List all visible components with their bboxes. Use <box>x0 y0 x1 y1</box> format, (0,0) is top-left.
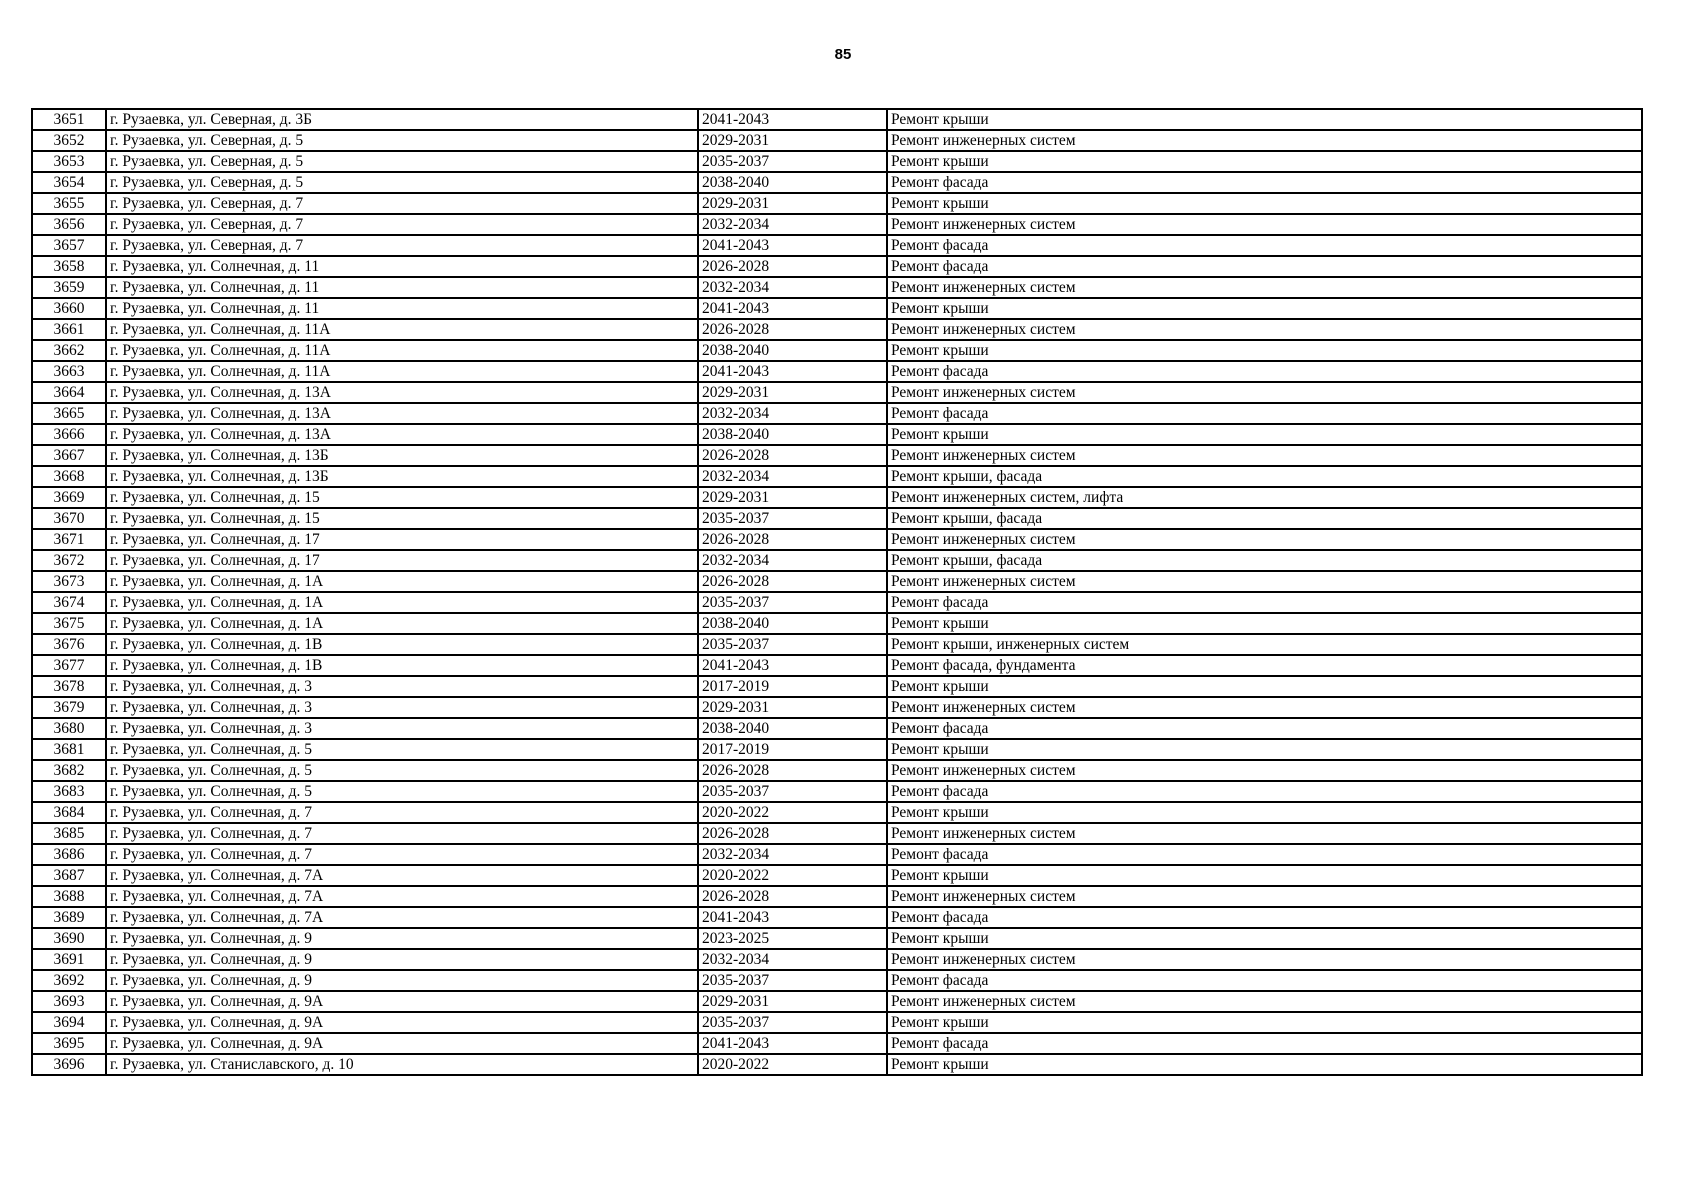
address-cell: г. Рузаевка, ул. Солнечная, д. 13А <box>106 424 698 445</box>
period-cell: 2041-2043 <box>698 361 887 382</box>
page-number: 85 <box>834 46 852 63</box>
address-cell: г. Рузаевка, ул. Станиславского, д. 10 <box>106 1054 698 1075</box>
work-type-cell: Ремонт крыши <box>887 802 1642 823</box>
row-number-cell: 3657 <box>32 235 106 256</box>
address-cell: г. Рузаевка, ул. Солнечная, д. 9 <box>106 970 698 991</box>
address-cell: г. Рузаевка, ул. Солнечная, д. 15 <box>106 508 698 529</box>
address-cell: г. Рузаевка, ул. Солнечная, д. 9А <box>106 1033 698 1054</box>
row-number-cell: 3663 <box>32 361 106 382</box>
row-number-cell: 3676 <box>32 634 106 655</box>
work-type-cell: Ремонт крыши, фасада <box>887 550 1642 571</box>
work-type-cell: Ремонт крыши, инженерных систем <box>887 634 1642 655</box>
address-cell: г. Рузаевка, ул. Солнечная, д. 13Б <box>106 445 698 466</box>
row-number-cell: 3658 <box>32 256 106 277</box>
table-row <box>32 970 1642 991</box>
work-type-cell: Ремонт крыши <box>887 424 1642 445</box>
period-cell: 2041-2043 <box>698 655 887 676</box>
work-type-cell: Ремонт фасада <box>887 1033 1642 1054</box>
work-type-cell: Ремонт крыши <box>887 928 1642 949</box>
work-type-cell: Ремонт инженерных систем <box>887 445 1642 466</box>
period-cell: 2026-2028 <box>698 256 887 277</box>
table-row <box>32 928 1642 949</box>
address-cell: г. Рузаевка, ул. Солнечная, д. 11А <box>106 319 698 340</box>
period-cell: 2026-2028 <box>698 760 887 781</box>
work-type-cell: Ремонт фасада <box>887 592 1642 613</box>
address-cell: г. Рузаевка, ул. Солнечная, д. 9А <box>106 1012 698 1033</box>
work-type-cell: Ремонт инженерных систем <box>887 886 1642 907</box>
table-row <box>32 634 1642 655</box>
address-cell: г. Рузаевка, ул. Северная, д. 5 <box>106 130 698 151</box>
period-cell: 2026-2028 <box>698 529 887 550</box>
period-cell: 2017-2019 <box>698 739 887 760</box>
row-number-cell: 3681 <box>32 739 106 760</box>
address-cell: г. Рузаевка, ул. Солнечная, д. 11 <box>106 298 698 319</box>
address-cell: г. Рузаевка, ул. Солнечная, д. 7А <box>106 907 698 928</box>
period-cell: 2029-2031 <box>698 487 887 508</box>
table-row <box>32 277 1642 298</box>
period-cell: 2041-2043 <box>698 109 887 130</box>
work-type-cell: Ремонт инженерных систем <box>887 130 1642 151</box>
address-cell: г. Рузаевка, ул. Солнечная, д. 9 <box>106 928 698 949</box>
address-cell: г. Рузаевка, ул. Солнечная, д. 7 <box>106 802 698 823</box>
period-cell: 2032-2034 <box>698 403 887 424</box>
period-cell: 2041-2043 <box>698 235 887 256</box>
table-row <box>32 193 1642 214</box>
period-cell: 2020-2022 <box>698 865 887 886</box>
table-row <box>32 655 1642 676</box>
row-number-cell: 3652 <box>32 130 106 151</box>
address-cell: г. Рузаевка, ул. Солнечная, д. 3 <box>106 697 698 718</box>
row-number-cell: 3666 <box>32 424 106 445</box>
address-cell: г. Рузаевка, ул. Солнечная, д. 13А <box>106 382 698 403</box>
work-type-cell: Ремонт инженерных систем <box>887 949 1642 970</box>
address-cell: г. Рузаевка, ул. Солнечная, д. 11А <box>106 340 698 361</box>
address-cell: г. Рузаевка, ул. Солнечная, д. 1В <box>106 655 698 676</box>
address-cell: г. Рузаевка, ул. Солнечная, д. 11А <box>106 361 698 382</box>
row-number-cell: 3686 <box>32 844 106 865</box>
address-cell: г. Рузаевка, ул. Солнечная, д. 1А <box>106 613 698 634</box>
table-row <box>32 298 1642 319</box>
period-cell: 2035-2037 <box>698 970 887 991</box>
work-type-cell: Ремонт фасада <box>887 907 1642 928</box>
table-row <box>32 1012 1642 1033</box>
period-cell: 2035-2037 <box>698 634 887 655</box>
period-cell: 2035-2037 <box>698 592 887 613</box>
table-row <box>32 235 1642 256</box>
row-number-cell: 3679 <box>32 697 106 718</box>
work-type-cell: Ремонт инженерных систем <box>887 991 1642 1012</box>
table-row <box>32 529 1642 550</box>
table-row <box>32 508 1642 529</box>
work-type-cell: Ремонт инженерных систем <box>887 697 1642 718</box>
work-type-cell: Ремонт крыши <box>887 298 1642 319</box>
work-type-cell: Ремонт крыши <box>887 613 1642 634</box>
address-cell: г. Рузаевка, ул. Солнечная, д. 17 <box>106 550 698 571</box>
table-row <box>32 592 1642 613</box>
table-row <box>32 361 1642 382</box>
row-number-cell: 3655 <box>32 193 106 214</box>
row-number-cell: 3665 <box>32 403 106 424</box>
address-cell: г. Рузаевка, ул. Солнечная, д. 17 <box>106 529 698 550</box>
work-type-cell: Ремонт крыши <box>887 340 1642 361</box>
address-cell: г. Рузаевка, ул. Солнечная, д. 15 <box>106 487 698 508</box>
period-cell: 2041-2043 <box>698 298 887 319</box>
period-cell: 2029-2031 <box>698 382 887 403</box>
work-type-cell: Ремонт инженерных систем <box>887 823 1642 844</box>
work-type-cell: Ремонт фасада <box>887 844 1642 865</box>
row-number-cell: 3677 <box>32 655 106 676</box>
address-cell: г. Рузаевка, ул. Солнечная, д. 7А <box>106 886 698 907</box>
row-number-cell: 3695 <box>32 1033 106 1054</box>
period-cell: 2032-2034 <box>698 949 887 970</box>
row-number-cell: 3688 <box>32 886 106 907</box>
table-row <box>32 550 1642 571</box>
period-cell: 2038-2040 <box>698 340 887 361</box>
period-cell: 2038-2040 <box>698 718 887 739</box>
table-row <box>32 151 1642 172</box>
work-type-cell: Ремонт инженерных систем <box>887 529 1642 550</box>
row-number-cell: 3675 <box>32 613 106 634</box>
table-row <box>32 949 1642 970</box>
table-row <box>32 1054 1642 1075</box>
work-type-cell: Ремонт фасада <box>887 172 1642 193</box>
table-row <box>32 844 1642 865</box>
row-number-cell: 3671 <box>32 529 106 550</box>
work-type-cell: Ремонт фасада <box>887 256 1642 277</box>
period-cell: 2035-2037 <box>698 508 887 529</box>
address-cell: г. Рузаевка, ул. Солнечная, д. 9А <box>106 991 698 1012</box>
address-cell: г. Рузаевка, ул. Солнечная, д. 3 <box>106 676 698 697</box>
period-cell: 2026-2028 <box>698 886 887 907</box>
work-type-cell: Ремонт инженерных систем <box>887 214 1642 235</box>
period-cell: 2020-2022 <box>698 1054 887 1075</box>
work-type-cell: Ремонт фасада <box>887 718 1642 739</box>
work-type-cell: Ремонт крыши <box>887 193 1642 214</box>
work-type-cell: Ремонт фасада <box>887 403 1642 424</box>
work-type-cell: Ремонт фасада <box>887 970 1642 991</box>
work-type-cell: Ремонт инженерных систем <box>887 319 1642 340</box>
work-type-cell: Ремонт фасада <box>887 781 1642 802</box>
address-cell: г. Рузаевка, ул. Северная, д. 3Б <box>106 109 698 130</box>
period-cell: 2038-2040 <box>698 172 887 193</box>
table-row <box>32 865 1642 886</box>
period-cell: 2029-2031 <box>698 193 887 214</box>
row-number-cell: 3660 <box>32 298 106 319</box>
table-row <box>32 424 1642 445</box>
address-cell: г. Рузаевка, ул. Северная, д. 5 <box>106 172 698 193</box>
table-row <box>32 571 1642 592</box>
row-number-cell: 3672 <box>32 550 106 571</box>
address-cell: г. Рузаевка, ул. Солнечная, д. 9 <box>106 949 698 970</box>
row-number-cell: 3678 <box>32 676 106 697</box>
period-cell: 2029-2031 <box>698 991 887 1012</box>
table-row <box>32 676 1642 697</box>
row-number-cell: 3673 <box>32 571 106 592</box>
period-cell: 2026-2028 <box>698 571 887 592</box>
period-cell: 2026-2028 <box>698 319 887 340</box>
work-type-cell: Ремонт крыши <box>887 1012 1642 1033</box>
period-cell: 2032-2034 <box>698 214 887 235</box>
work-type-cell: Ремонт крыши, фасада <box>887 508 1642 529</box>
address-cell: г. Рузаевка, ул. Солнечная, д. 7А <box>106 865 698 886</box>
work-type-cell: Ремонт инженерных систем <box>887 382 1642 403</box>
address-cell: г. Рузаевка, ул. Северная, д. 7 <box>106 235 698 256</box>
period-cell: 2032-2034 <box>698 550 887 571</box>
table-row <box>32 823 1642 844</box>
address-cell: г. Рузаевка, ул. Солнечная, д. 7 <box>106 844 698 865</box>
work-type-cell: Ремонт фасада, фундамента <box>887 655 1642 676</box>
row-number-cell: 3651 <box>32 109 106 130</box>
work-type-cell: Ремонт фасада <box>887 361 1642 382</box>
period-cell: 2041-2043 <box>698 907 887 928</box>
work-type-cell: Ремонт инженерных систем, лифта <box>887 487 1642 508</box>
table-row <box>32 613 1642 634</box>
period-cell: 2029-2031 <box>698 697 887 718</box>
table-row <box>32 802 1642 823</box>
repair-schedule-table <box>31 108 1643 1076</box>
address-cell: г. Рузаевка, ул. Северная, д. 5 <box>106 151 698 172</box>
period-cell: 2032-2034 <box>698 844 887 865</box>
table-row <box>32 760 1642 781</box>
address-cell: г. Рузаевка, ул. Солнечная, д. 1А <box>106 592 698 613</box>
table-row <box>32 319 1642 340</box>
address-cell: г. Рузаевка, ул. Солнечная, д. 5 <box>106 739 698 760</box>
work-type-cell: Ремонт крыши <box>887 1054 1642 1075</box>
address-cell: г. Рузаевка, ул. Солнечная, д. 7 <box>106 823 698 844</box>
row-number-cell: 3693 <box>32 991 106 1012</box>
address-cell: г. Рузаевка, ул. Солнечная, д. 1В <box>106 634 698 655</box>
row-number-cell: 3668 <box>32 466 106 487</box>
row-number-cell: 3689 <box>32 907 106 928</box>
work-type-cell: Ремонт крыши <box>887 865 1642 886</box>
table-row <box>32 403 1642 424</box>
row-number-cell: 3659 <box>32 277 106 298</box>
period-cell: 2032-2034 <box>698 277 887 298</box>
row-number-cell: 3670 <box>32 508 106 529</box>
table-row <box>32 382 1642 403</box>
work-type-cell: Ремонт крыши <box>887 151 1642 172</box>
period-cell: 2038-2040 <box>698 424 887 445</box>
work-type-cell: Ремонт крыши <box>887 739 1642 760</box>
table-row <box>32 214 1642 235</box>
address-cell: г. Рузаевка, ул. Солнечная, д. 11 <box>106 277 698 298</box>
period-cell: 2023-2025 <box>698 928 887 949</box>
row-number-cell: 3687 <box>32 865 106 886</box>
table-row <box>32 172 1642 193</box>
table-row <box>32 256 1642 277</box>
row-number-cell: 3653 <box>32 151 106 172</box>
table-row <box>32 445 1642 466</box>
row-number-cell: 3696 <box>32 1054 106 1075</box>
row-number-cell: 3680 <box>32 718 106 739</box>
address-cell: г. Рузаевка, ул. Солнечная, д. 5 <box>106 781 698 802</box>
work-type-cell: Ремонт инженерных систем <box>887 571 1642 592</box>
period-cell: 2038-2040 <box>698 613 887 634</box>
work-type-cell: Ремонт крыши <box>887 676 1642 697</box>
work-type-cell: Ремонт инженерных систем <box>887 760 1642 781</box>
table-row <box>32 697 1642 718</box>
period-cell: 2035-2037 <box>698 781 887 802</box>
table-row <box>32 109 1642 130</box>
address-cell: г. Рузаевка, ул. Солнечная, д. 11 <box>106 256 698 277</box>
row-number-cell: 3682 <box>32 760 106 781</box>
table-row <box>32 466 1642 487</box>
table-row <box>32 886 1642 907</box>
row-number-cell: 3691 <box>32 949 106 970</box>
period-cell: 2029-2031 <box>698 130 887 151</box>
period-cell: 2017-2019 <box>698 676 887 697</box>
address-cell: г. Рузаевка, ул. Солнечная, д. 3 <box>106 718 698 739</box>
table-row <box>32 991 1642 1012</box>
table-body <box>32 109 1642 1075</box>
row-number-cell: 3654 <box>32 172 106 193</box>
row-number-cell: 3694 <box>32 1012 106 1033</box>
period-cell: 2041-2043 <box>698 1033 887 1054</box>
address-cell: г. Рузаевка, ул. Солнечная, д. 13А <box>106 403 698 424</box>
work-type-cell: Ремонт крыши, фасада <box>887 466 1642 487</box>
table-row <box>32 739 1642 760</box>
row-number-cell: 3664 <box>32 382 106 403</box>
address-cell: г. Рузаевка, ул. Северная, д. 7 <box>106 193 698 214</box>
period-cell: 2020-2022 <box>698 802 887 823</box>
row-number-cell: 3662 <box>32 340 106 361</box>
work-type-cell: Ремонт инженерных систем <box>887 277 1642 298</box>
row-number-cell: 3683 <box>32 781 106 802</box>
row-number-cell: 3684 <box>32 802 106 823</box>
work-type-cell: Ремонт крыши <box>887 109 1642 130</box>
address-cell: г. Рузаевка, ул. Солнечная, д. 1А <box>106 571 698 592</box>
table-row <box>32 781 1642 802</box>
table-row <box>32 718 1642 739</box>
period-cell: 2032-2034 <box>698 466 887 487</box>
table-row <box>32 487 1642 508</box>
row-number-cell: 3667 <box>32 445 106 466</box>
table-row <box>32 340 1642 361</box>
row-number-cell: 3690 <box>32 928 106 949</box>
row-number-cell: 3692 <box>32 970 106 991</box>
period-cell: 2026-2028 <box>698 445 887 466</box>
row-number-cell: 3656 <box>32 214 106 235</box>
period-cell: 2035-2037 <box>698 151 887 172</box>
row-number-cell: 3674 <box>32 592 106 613</box>
table-row <box>32 907 1642 928</box>
row-number-cell: 3669 <box>32 487 106 508</box>
table-row <box>32 130 1642 151</box>
table-row <box>32 1033 1642 1054</box>
period-cell: 2026-2028 <box>698 823 887 844</box>
period-cell: 2035-2037 <box>698 1012 887 1033</box>
row-number-cell: 3661 <box>32 319 106 340</box>
address-cell: г. Рузаевка, ул. Северная, д. 7 <box>106 214 698 235</box>
address-cell: г. Рузаевка, ул. Солнечная, д. 5 <box>106 760 698 781</box>
row-number-cell: 3685 <box>32 823 106 844</box>
work-type-cell: Ремонт фасада <box>887 235 1642 256</box>
address-cell: г. Рузаевка, ул. Солнечная, д. 13Б <box>106 466 698 487</box>
